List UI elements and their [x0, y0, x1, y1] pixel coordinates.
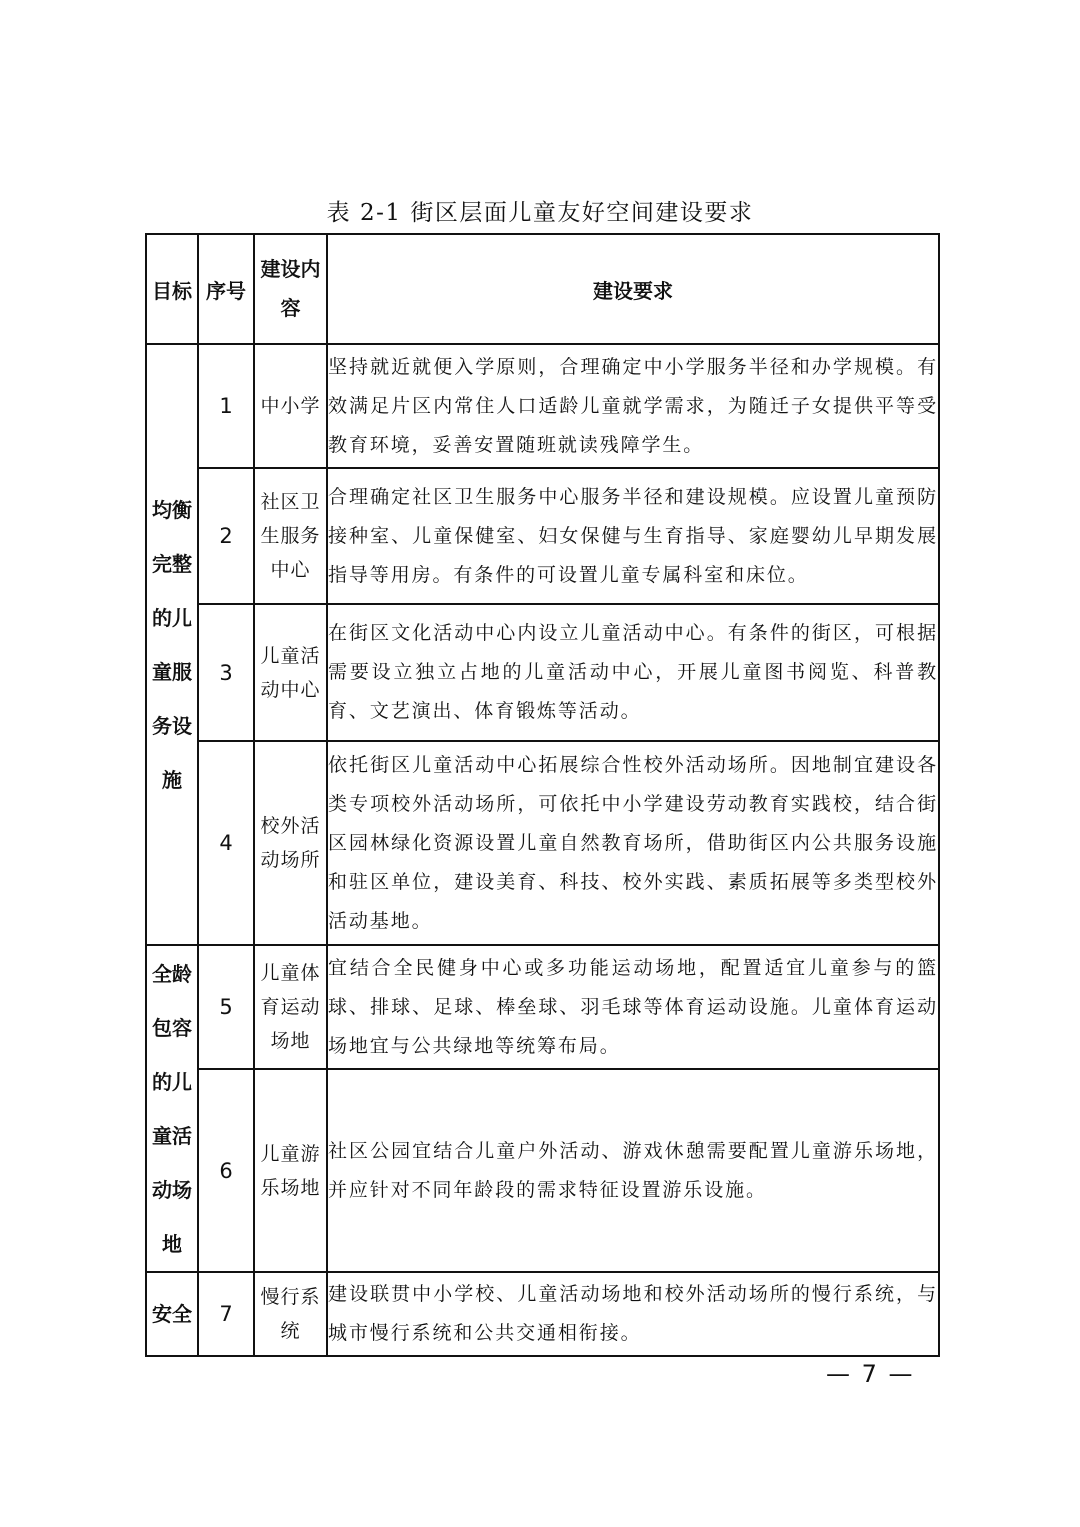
goal-cell	[146, 344, 198, 945]
table-row	[146, 344, 939, 468]
table-row	[146, 1069, 939, 1272]
req-cell: 社区公园宜结合儿童户外活动、游戏休憩需要配置儿童游乐场地，并应针对不同年龄段的需求特征设置游乐设施。	[327, 1069, 939, 1272]
requirements-table	[145, 233, 940, 1357]
item-cell: 儿童游乐场地	[254, 1069, 327, 1272]
item-cell: 中小学	[254, 344, 327, 468]
table-row	[146, 1272, 939, 1356]
req-cell: 依托街区儿童活动中心拓展综合性校外活动场所。因地制宜建设各类专项校外活动场所，可依托中小学建设劳动教育实践校，结合街区园林绿化资源设置儿童自然教育场所，借助街区内公共服务设施和驻区单位，建设美育、科技、校外实践、素质拓展等多类型校外活动基地。	[327, 741, 939, 945]
item-cell: 社区卫生服务中心	[254, 468, 327, 604]
req-cell: 建设联贯中小学校、儿童活动场地和校外活动场所的慢行系统，与城市慢行系统和公共交通相衔接。	[327, 1272, 939, 1356]
table-row	[146, 604, 939, 741]
table-row	[146, 741, 939, 945]
item-cell: 慢行系统	[254, 1272, 327, 1356]
goal-label: 均衡完整的儿童服务设施	[152, 497, 192, 792]
req-cell: 坚持就近就便入学原则，合理确定中小学服务半径和办学规模。有效满足片区内常住人口适龄儿童就学需求，为随迁子女提供平等受教育环境，妥善安置随班就读残障学生。	[327, 344, 939, 468]
table-row	[146, 468, 939, 604]
header-seq: 序号	[198, 234, 254, 344]
table-caption: 表 2-1 街区层面儿童友好空间建设要求	[326, 200, 754, 226]
seq-cell: 1	[198, 344, 254, 468]
goal-label: 安全	[152, 1302, 192, 1326]
table-header-row	[146, 234, 939, 344]
item-cell: 校外活动场所	[254, 741, 327, 945]
goal-label: 全龄包容的儿童活动场地	[152, 961, 192, 1256]
goal-cell	[146, 945, 198, 1272]
seq-cell: 4	[198, 741, 254, 945]
req-cell: 在街区文化活动中心内设立儿童活动中心。有条件的街区，可根据需要设立独立占地的儿童活动中心，开展儿童图书阅览、科普教育、文艺演出、体育锻炼等活动。	[327, 604, 939, 741]
seq-cell: 5	[198, 945, 254, 1069]
req-cell: 宜结合全民健身中心或多功能运动场地，配置适宜儿童参与的篮球、排球、足球、棒垒球、羽毛球等体育运动设施。儿童体育运动场地宜与公共绿地等统筹布局。	[327, 945, 939, 1069]
seq-cell: 3	[198, 604, 254, 741]
item-cell: 儿童体育运动场地	[254, 945, 327, 1069]
header-goal: 目标	[146, 234, 198, 344]
table-row	[146, 945, 939, 1069]
seq-cell: 6	[198, 1069, 254, 1272]
seq-cell: 2	[198, 468, 254, 604]
req-cell: 合理确定社区卫生服务中心服务半径和建设规模。应设置儿童预防接种室、儿童保健室、妇女保健与生育指导、家庭婴幼儿早期发展指导等用房。有条件的可设置儿童专属科室和床位。	[327, 468, 939, 604]
seq-cell: 7	[198, 1272, 254, 1356]
goal-cell	[146, 1272, 198, 1356]
item-cell: 儿童活动中心	[254, 604, 327, 741]
header-item: 建设内容	[254, 234, 327, 344]
page-number: — 7 —	[826, 1360, 915, 1388]
header-req: 建设要求	[327, 234, 939, 344]
